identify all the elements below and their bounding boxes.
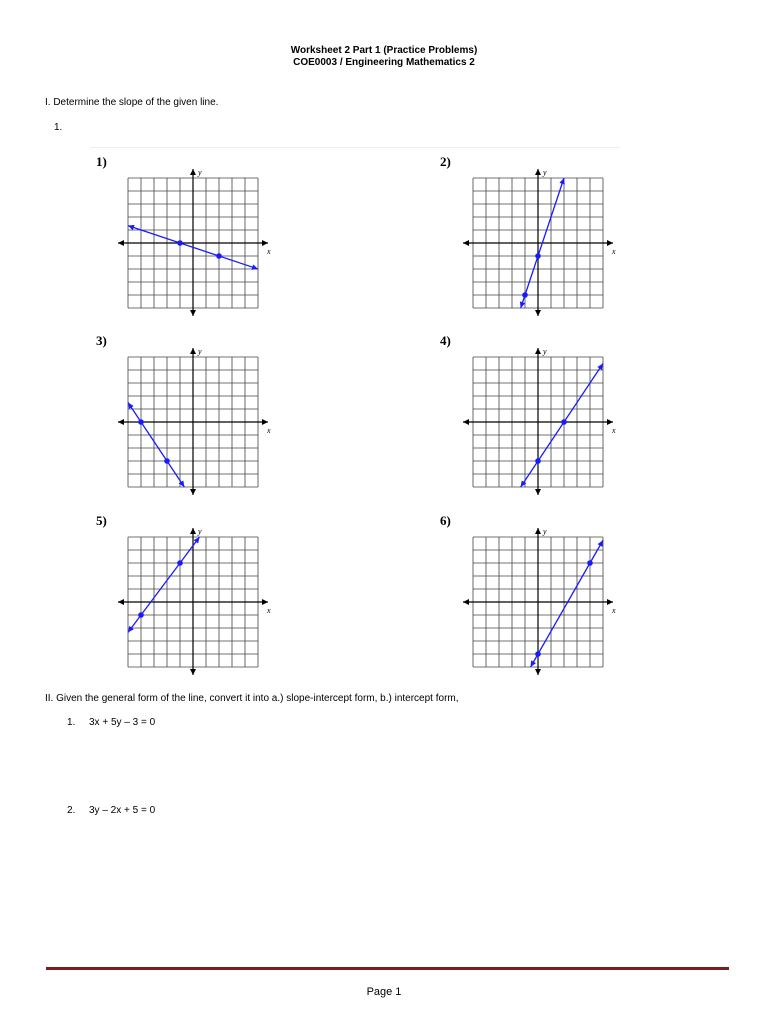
y-axis-arrow-up (535, 169, 541, 175)
section2-item-2-number: 2. (67, 805, 76, 816)
graph-label-4: 4) (440, 333, 451, 348)
x-axis-arrow-right (262, 419, 268, 425)
line-arrowhead (194, 537, 200, 543)
x-axis-label: x (267, 606, 271, 615)
graph-label-5: 5) (96, 513, 107, 528)
line-arrowhead (128, 403, 134, 410)
y-axis-label: y (543, 347, 547, 356)
graph-label-1: 1) (96, 154, 107, 169)
divider (90, 147, 620, 148)
graph-4 (460, 343, 620, 483)
plotted-point (587, 560, 593, 566)
plotted-point (177, 240, 183, 246)
y-axis-arrow-up (190, 528, 196, 534)
line-arrowhead (597, 364, 603, 371)
plotted-point (138, 612, 144, 618)
y-axis-arrow-up (535, 348, 541, 354)
x-axis-label: x (267, 426, 271, 435)
plotted-point (177, 560, 183, 566)
section2-item-1-equation: 3x + 5y – 3 = 0 (89, 717, 156, 728)
graph-2 (460, 164, 620, 304)
graph-label-6: 6) (440, 513, 451, 528)
line-arrowhead (559, 178, 564, 185)
x-axis-arrow-right (262, 240, 268, 246)
x-axis-label: x (612, 247, 616, 256)
section1-instruction: I. Determine the slope of the given line. (45, 97, 219, 108)
x-axis-arrow-left (118, 419, 124, 425)
y-axis-arrow-down (535, 310, 541, 316)
x-axis-arrow-left (463, 419, 469, 425)
x-axis-label: x (267, 247, 271, 256)
graph-line (531, 540, 603, 667)
y-axis-arrow-down (190, 310, 196, 316)
plotted-point (216, 253, 222, 259)
y-axis-label: y (198, 347, 202, 356)
graph-label-3: 3) (96, 333, 107, 348)
line-arrowhead (251, 264, 258, 269)
plotted-point (535, 253, 541, 259)
y-axis-arrow-down (190, 669, 196, 675)
graph-label-2: 2) (440, 154, 451, 169)
graph-line (128, 537, 200, 632)
x-axis-label: x (612, 606, 616, 615)
line-arrowhead (520, 301, 525, 308)
line-arrowhead (179, 480, 185, 487)
x-axis-label: x (612, 426, 616, 435)
x-axis-arrow-left (118, 240, 124, 246)
y-axis-arrow-down (535, 669, 541, 675)
plotted-point (535, 651, 541, 657)
y-axis-arrow-up (535, 528, 541, 534)
section2-item-1-number: 1. (67, 717, 76, 728)
y-axis-label: y (198, 168, 202, 177)
graph-1 (115, 164, 275, 304)
plotted-point (535, 458, 541, 464)
graph-6 (460, 523, 620, 663)
plotted-point (138, 419, 144, 425)
x-axis-arrow-right (607, 419, 613, 425)
y-axis-label: y (198, 527, 202, 536)
section2-instruction: II. Given the general form of the line, convert it into a.) slope-intercept form, b.) intercept form, (45, 693, 459, 704)
worksheet-title: Worksheet 2 Part 1 (Practice Problems) (290, 45, 478, 56)
section2-item-2-equation: 3y – 2x + 5 = 0 (89, 805, 156, 816)
plotted-point (164, 458, 170, 464)
x-axis-arrow-right (262, 599, 268, 605)
y-axis-label: y (543, 527, 547, 536)
x-axis-arrow-left (463, 599, 469, 605)
y-axis-arrow-up (190, 169, 196, 175)
section1-item-number: 1. (54, 122, 63, 133)
line-arrowhead (128, 626, 134, 632)
graph-line (521, 364, 603, 488)
y-axis-arrow-up (190, 348, 196, 354)
x-axis-arrow-left (463, 240, 469, 246)
x-axis-arrow-right (607, 599, 613, 605)
plotted-point (522, 292, 528, 298)
x-axis-arrow-right (607, 240, 613, 246)
x-axis-arrow-left (118, 599, 124, 605)
worksheet-header (0, 45, 768, 69)
footer-rule (46, 967, 729, 970)
graph-5 (115, 523, 275, 663)
y-axis-arrow-down (535, 489, 541, 495)
line-arrowhead (128, 225, 135, 230)
plotted-point (561, 419, 567, 425)
course-title: COE0003 / Engineering Mathematics 2 (293, 57, 475, 68)
y-axis-arrow-down (190, 489, 196, 495)
page-number: Page 1 (366, 986, 402, 998)
line-arrowhead (521, 480, 527, 487)
graph-3 (115, 343, 275, 483)
y-axis-label: y (543, 168, 547, 177)
